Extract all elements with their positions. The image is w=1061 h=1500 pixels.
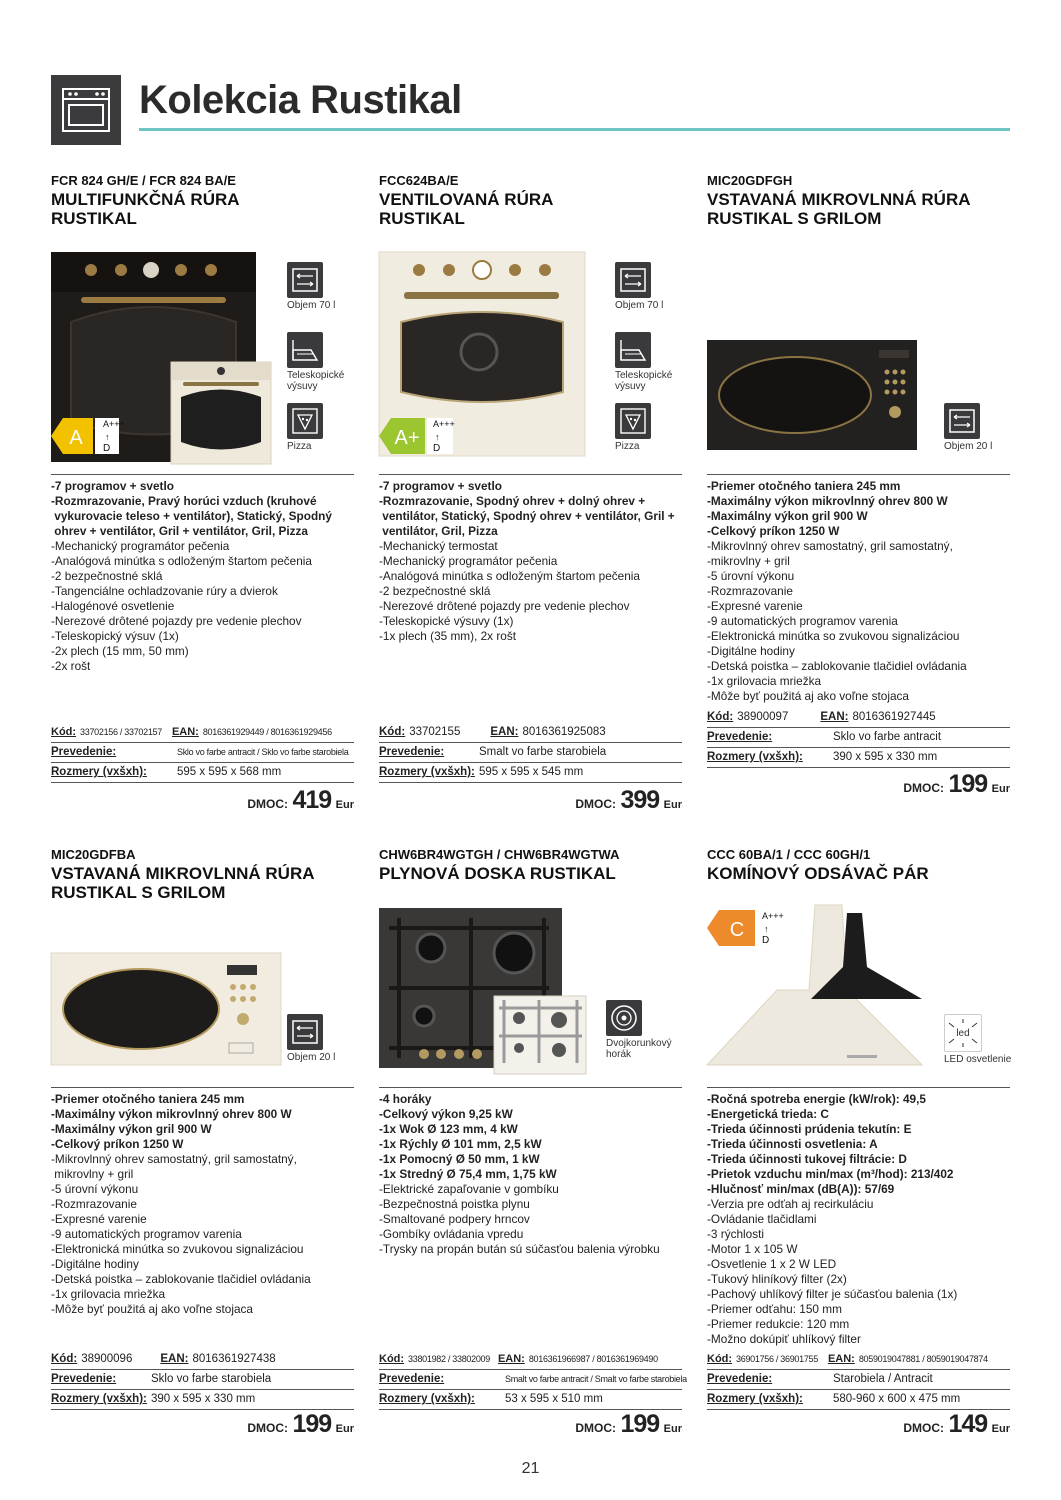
feature-item: -Mechanický termostat	[379, 539, 498, 553]
feature-item: -mikrovlny + gril	[707, 554, 790, 568]
product-name: MULTIFUNKČNÁ RÚRA RUSTIKAL	[51, 190, 239, 228]
feature-item: -Motor 1 x 105 W	[707, 1242, 798, 1256]
spec-row-finish: Prevedenie: Smalt vo farbe antracit / Smalt vo farbe starobiela	[379, 1370, 682, 1390]
feature-item: -7 programov + svetlo	[379, 479, 502, 493]
product-code: FCC624BA/E	[379, 173, 459, 188]
feature-item: -Mikrovlnný ohrev samostatný, gril samostatný,	[707, 539, 953, 553]
feature-item: -Bezpečnostná poistka plynu	[379, 1197, 530, 1211]
product-header	[51, 847, 354, 902]
feature-item: -Maximálny výkon mikrovlnný ohrev 800 W	[707, 494, 948, 508]
title-underline	[139, 128, 1010, 131]
spec-row-size: Rozmery (vxšxh): 53 x 595 x 510 mm	[379, 1390, 682, 1410]
spec-row-finish: Prevedenie: Smalt vo farbe starobiela	[379, 743, 682, 763]
energy-bottom: D	[103, 443, 111, 454]
feature-item: -Môže byť použitá aj ako voľne stojaca	[707, 689, 909, 703]
spec-row-code: Kód: 33702156 / 33702157 EAN: 8016361929449 / 8016361929456	[51, 723, 354, 743]
feature-item: -5 úrovní výkonu	[707, 569, 795, 583]
product-name: KOMÍNOVÝ ODSÁVAČ PÁR	[707, 864, 929, 883]
feature-item: -1x Rýchly Ø 101 mm, 2,5 kW	[379, 1137, 542, 1151]
spec-row-finish: Prevedenie: Sklo vo farbe antracit	[707, 728, 1010, 748]
svg-text:led: led	[956, 1028, 970, 1039]
feature-item: -Pachový uhlíkový filter je súčasťou balenia (1x)	[707, 1287, 958, 1301]
feature-item: -Mechanický programátor pečenia	[51, 539, 230, 553]
feature-item: -Trieda účinnosti prúdenia tekutín: E	[707, 1122, 912, 1136]
feature-item: ohrev + ventilátor, Gril + ventilátor, Gril, Pizza	[51, 524, 308, 538]
feature-item: -Prietok vzduchu min/max (m³/hod): 213/402	[707, 1167, 954, 1181]
feature-item: -Ovládanie tlačidlami	[707, 1212, 817, 1226]
volume-icon	[615, 262, 651, 298]
feature-item: -4 horáky	[379, 1092, 432, 1106]
product-name: PLYNOVÁ DOSKA RUSTIKAL	[379, 864, 616, 883]
feature-item: -3 rýchlosti	[707, 1227, 765, 1241]
picto-volume: Objem 70 l	[287, 262, 359, 311]
picto-telescopic: Teleskopické výsuvy	[287, 332, 359, 392]
product-code: MIC20GDFBA	[51, 847, 136, 862]
feature-list	[379, 474, 682, 644]
spec-row-code: Kód: 33801982 / 33802009 EAN: 8016361966987 / 8016361969490	[379, 1350, 682, 1370]
feature-item: -Verzia pre odťah aj recirkuláciu	[707, 1197, 874, 1211]
feature-item: -Gombíky ovládania vpredu	[379, 1227, 524, 1241]
feature-item: -2x plech (15 mm, 50 mm)	[51, 644, 189, 658]
product-code: FCR 824 GH/E / FCR 824 BA/E	[51, 173, 236, 188]
feature-item: -Elektronická minútka so zvukovou signalizáciou	[51, 1242, 304, 1256]
feature-item: -1x Stredný Ø 75,4 mm, 1,75 kW	[379, 1167, 557, 1181]
feature-item: -1x plech (35 mm), 2x rošt	[379, 629, 517, 643]
energy-bottom: D	[433, 443, 441, 454]
energy-bottom: D	[762, 935, 770, 946]
spec-row-code: Kód: 33702155 EAN: 8016361925083	[379, 723, 682, 743]
feature-item: -1x Pomocný Ø 50 mm, 1 kW	[379, 1152, 540, 1166]
price: DMOC: 199 Eur	[575, 1410, 682, 1438]
feature-item: -Detská poistka – zablokovanie tlačidiel ovládania	[51, 1272, 311, 1286]
feature-item: -2 bezpečnostné sklá	[379, 584, 491, 598]
feature-item: -Digitálne hodiny	[707, 644, 795, 658]
product-header	[51, 173, 354, 228]
energy-label	[379, 416, 455, 461]
svg-text:↑: ↑	[764, 924, 769, 934]
feature-item: -Rozmrazovanie	[51, 1197, 137, 1211]
price: DMOC: 419 Eur	[247, 786, 354, 814]
feature-item: -Celkový príkon 1250 W	[51, 1137, 184, 1151]
spec-table	[707, 708, 1010, 768]
feature-list	[51, 1087, 354, 1317]
feature-item: -Halogénové osvetlenie	[51, 599, 175, 613]
feature-list	[51, 474, 354, 674]
product-code: MIC20GDFGH	[707, 173, 793, 188]
feature-list	[379, 1087, 682, 1257]
price: DMOC: 199 Eur	[247, 1410, 354, 1438]
feature-item: -Rozmrazovanie, Pravý horúci vzduch (kruhové	[51, 494, 317, 508]
feature-item: -Maximálny výkon gril 900 W	[51, 1122, 212, 1136]
product-image	[51, 953, 283, 1072]
spec-row-size: Rozmery (vxšxh): 595 x 595 x 545 mm	[379, 763, 682, 783]
feature-item: -Celkový výkon 9,25 kW	[379, 1107, 513, 1121]
product-image	[379, 908, 589, 1081]
page-number: 21	[521, 1460, 540, 1477]
svg-text:↑: ↑	[435, 432, 440, 442]
price-value: 399	[620, 786, 660, 814]
picto-volume: Objem 70 l	[615, 262, 687, 311]
spec-row-size: Rozmery (vxšxh): 580-960 x 600 x 475 mm	[707, 1390, 1010, 1410]
feature-item: -Môže byť použitá aj ako voľne stojaca	[51, 1302, 253, 1316]
energy-top: A+++	[762, 911, 784, 921]
price-value: 149	[948, 1410, 988, 1438]
feature-item: ventilátor, Statický, Spodný ohrev + ventilátor, Gril +	[379, 509, 675, 523]
feature-item: -Osvetlenie 1 x 2 W LED	[707, 1257, 837, 1271]
feature-item: -Mechanický programátor pečenia	[379, 554, 558, 568]
pizza-icon	[287, 403, 323, 439]
feature-item: -Nerezové drôtené pojazdy pre vedenie plechov	[379, 599, 630, 613]
feature-item: -Expresné varenie	[707, 599, 803, 613]
pizza-icon	[615, 403, 651, 439]
product-header	[379, 847, 682, 883]
energy-top: A+++	[433, 419, 455, 429]
feature-item: -Mikrovlnný ohrev samostatný, gril samostatný,	[51, 1152, 297, 1166]
price: DMOC: 399 Eur	[575, 786, 682, 814]
feature-item: -Detská poistka – zablokovanie tlačidiel ovládania	[707, 659, 967, 673]
price-value: 199	[620, 1410, 660, 1438]
feature-item: -Priemer otočného taniera 245 mm	[51, 1092, 245, 1106]
telescopic-icon	[615, 332, 651, 368]
feature-item: -Hlučnosť min/max (dB(A)): 57/69	[707, 1182, 895, 1196]
picto-volume: Objem 20 l	[944, 403, 1016, 452]
spec-row-finish: Prevedenie: Sklo vo farbe antracit / Sklo vo farbe starobiela	[51, 743, 354, 763]
feature-list	[707, 1087, 1010, 1347]
feature-item: -Priemer redukcie: 120 mm	[707, 1317, 850, 1331]
feature-item: -Expresné varenie	[51, 1212, 147, 1226]
feature-item: -5 úrovní výkonu	[51, 1182, 139, 1196]
feature-item: -Analógová minútka s odloženým štartom pečenia	[51, 554, 312, 568]
feature-item: -9 automatických programov varenia	[707, 614, 898, 628]
feature-item: -Nerezové drôtené pojazdy pre vedenie plechov	[51, 614, 302, 628]
feature-item: -7 programov + svetlo	[51, 479, 174, 493]
feature-item: ventilátor, Gril, Pizza	[379, 524, 498, 538]
feature-item: -1x grilovacia mriežka	[51, 1287, 166, 1301]
double-burner-icon	[606, 1000, 642, 1036]
feature-item: -Ročná spotreba energie (kW/rok): 49,5	[707, 1092, 926, 1106]
picto-volume: Objem 20 l	[287, 1014, 359, 1063]
spec-table	[707, 1350, 1010, 1410]
energy-class: A+	[394, 427, 420, 449]
feature-item: -Rozmrazovanie	[707, 584, 793, 598]
feature-item: -Tangenciálne ochladzovanie rúry a dvierok	[51, 584, 278, 598]
feature-item: -Digitálne hodiny	[51, 1257, 139, 1271]
spec-row-size: Rozmery (vxšxh): 390 x 595 x 330 mm	[51, 1390, 354, 1410]
spec-row-finish: Prevedenie: Starobiela / Antracit	[707, 1370, 1010, 1390]
feature-list	[707, 474, 1010, 704]
feature-item: -Rozmrazovanie, Spodný ohrev + dolný ohrev +	[379, 494, 646, 508]
price-value: 199	[292, 1410, 332, 1438]
product-image	[707, 340, 919, 457]
volume-icon	[287, 1014, 323, 1050]
spec-table	[379, 1350, 687, 1410]
feature-item: -Elektronická minútka so zvukovou signalizáciou	[707, 629, 960, 643]
svg-text:↑: ↑	[105, 432, 110, 442]
feature-item: -Celkový príkon 1250 W	[707, 524, 840, 538]
feature-item: -Teleskopické výsuvy (1x)	[379, 614, 514, 628]
picto-double-burner: Dvojkorunkový horák	[606, 1000, 678, 1060]
feature-item: -Maximálny výkon gril 900 W	[707, 509, 868, 523]
spec-row-code: Kód: 38900097 EAN: 8016361927445	[707, 708, 1010, 728]
spec-table	[51, 723, 354, 783]
product-header	[379, 173, 682, 228]
feature-item: -1x Wok Ø 123 mm, 4 kW	[379, 1122, 518, 1136]
feature-item: -9 automatických programov varenia	[51, 1227, 242, 1241]
spec-row-code: Kód: 38900096 EAN: 8016361927438	[51, 1350, 354, 1370]
feature-item: -Smaltované podpery hrncov	[379, 1212, 530, 1226]
energy-class: A	[69, 427, 83, 449]
picto-telescopic: Teleskopické výsuvy	[615, 332, 687, 392]
energy-class: C	[729, 919, 745, 941]
product-name: VENTILOVANÁ RÚRA RUSTIKAL	[379, 190, 553, 228]
spec-table	[51, 1350, 354, 1410]
energy-top: A+++	[103, 419, 125, 429]
energy-label	[707, 908, 783, 953]
feature-item: mikrovlny + gril	[51, 1167, 134, 1181]
feature-item: -Teleskopický výsuv (1x)	[51, 629, 179, 643]
product-code: CCC 60BA/1 / CCC 60GH/1	[707, 847, 871, 862]
price-value: 199	[948, 770, 988, 798]
price: DMOC: 199 Eur	[903, 770, 1010, 798]
volume-icon	[944, 403, 980, 439]
product-name: VSTAVANÁ MIKROVLNNÁ RÚRA RUSTIKAL S GRILOM	[51, 864, 314, 902]
feature-item: -Analógová minútka s odloženým štartom pečenia	[379, 569, 640, 583]
feature-item: -Priemer odťahu: 150 mm	[707, 1302, 842, 1316]
energy-label	[51, 416, 125, 461]
spec-row-code: Kód: 36901756 / 36901755 EAN: 8059019047881 / 8059019047874	[707, 1350, 1010, 1370]
product-name: VSTAVANÁ MIKROVLNNÁ RÚRA RUSTIKAL S GRILOM	[707, 190, 970, 228]
spec-row-size: Rozmery (vxšxh): 595 x 595 x 568 mm	[51, 763, 354, 783]
oven-category-icon	[51, 75, 121, 145]
spec-row-finish: Prevedenie: Sklo vo farbe starobiela	[51, 1370, 354, 1390]
feature-item: -Maximálny výkon mikrovlnný ohrev 800 W	[51, 1107, 292, 1121]
product-header	[707, 173, 1010, 228]
feature-item: -2x rošt	[51, 659, 91, 673]
price: DMOC: 149 Eur	[903, 1410, 1010, 1438]
feature-item: -2 bezpečnostné sklá	[51, 569, 163, 583]
telescopic-icon	[287, 332, 323, 368]
price-value: 419	[292, 786, 332, 814]
feature-item: -Trieda účinnosti osvetlenia: A	[707, 1137, 878, 1151]
picto-pizza: Pizza	[615, 403, 687, 452]
page-title: Kolekcia Rustikal	[139, 78, 462, 122]
spec-row-size: Rozmery (vxšxh): 390 x 595 x 330 mm	[707, 748, 1010, 768]
feature-item: -Trysky na propán bután sú súčasťou balenia výrobku	[379, 1242, 660, 1256]
feature-item: -Elektrické zapaľovanie v gombíku	[379, 1182, 559, 1196]
feature-item: -Tukový hliníkový filter (2x)	[707, 1272, 847, 1286]
feature-item: -Možno dokúpiť uhlíkový filter	[707, 1332, 861, 1346]
product-header	[707, 847, 1010, 883]
volume-icon	[287, 262, 323, 298]
spec-table	[379, 723, 682, 783]
feature-item: -Energetická trieda: C	[707, 1107, 829, 1121]
led-icon	[944, 1014, 982, 1052]
product-code: CHW6BR4WGTGH / CHW6BR4WGTWA	[379, 847, 620, 862]
feature-item: vykurovacie teleso + ventilátor), Statický, Spodný	[51, 509, 332, 523]
feature-item: -1x grilovacia mriežka	[707, 674, 822, 688]
picto-pizza: Pizza	[287, 403, 359, 452]
feature-item: -Trieda účinnosti tukovej filtrácie: D	[707, 1152, 907, 1166]
picto-led: led LED osvetlenie	[944, 1014, 1016, 1065]
feature-item: -Priemer otočného taniera 245 mm	[707, 479, 901, 493]
